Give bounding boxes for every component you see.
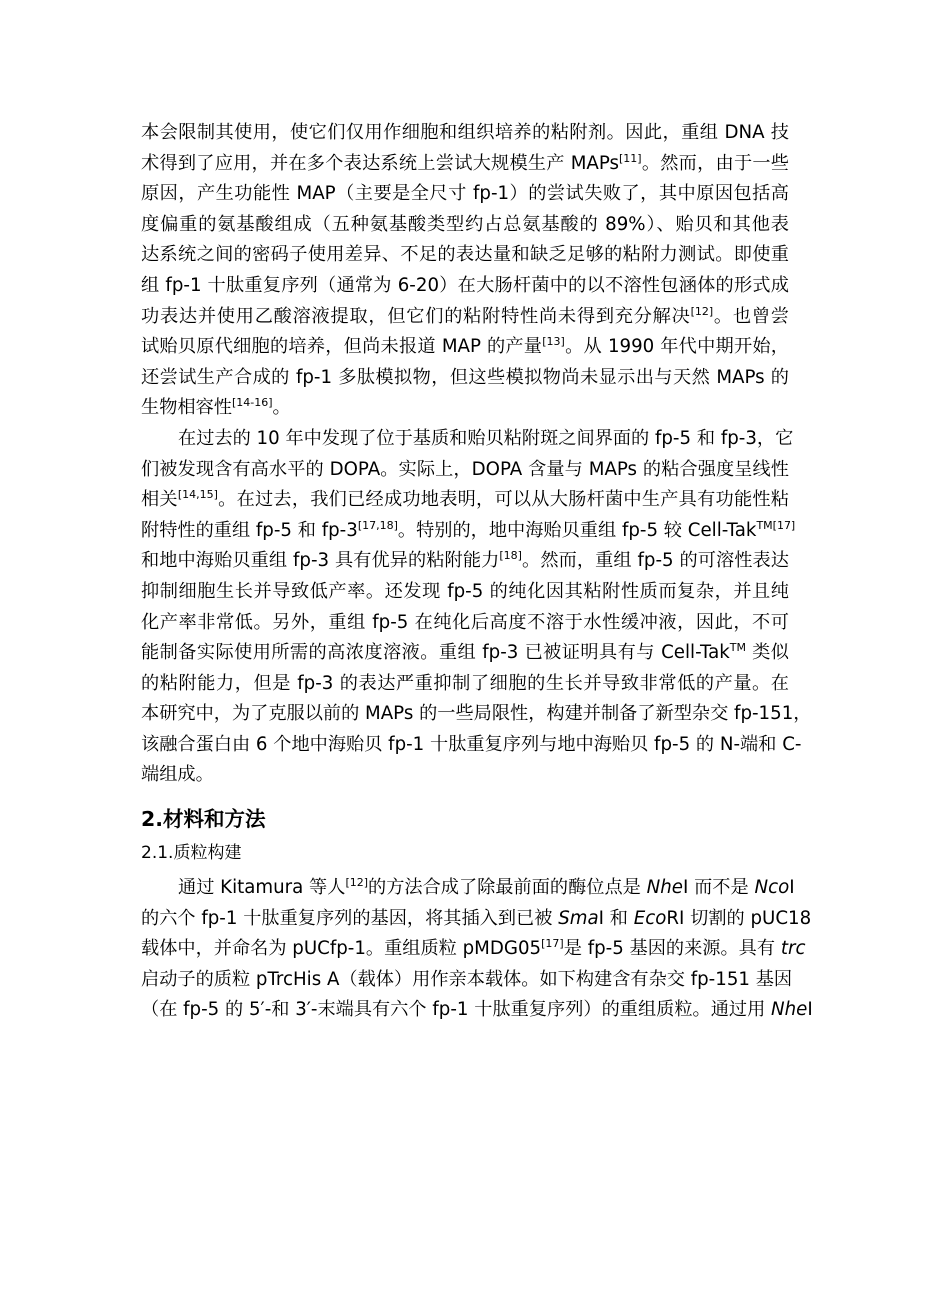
text-line	[141, 455, 789, 486]
text-run: 抑制细胞生长并导致低产率。还发现 fp-5 的纯化因其粘附性质而复杂，并且纯	[141, 580, 789, 602]
section-heading: 2.材料和方法	[141, 807, 266, 832]
text-run: 原因，产生功能性 MAP（主要是全尺寸 fp-1）的尝试失败了，其中原因包括高	[141, 183, 789, 205]
text-run: I 而不是	[682, 877, 755, 899]
text-run: 还尝试生产合成的 fp-1 多肽模拟物，但这些模拟物尚未显示出与天然 MAPs 的	[141, 366, 789, 388]
text-line	[141, 995, 813, 1026]
text-run: 本会限制其使用，使它们仅用作细胞和组织培养的粘附剂。因此，重组 DNA 技	[141, 122, 789, 143]
citation-superscript: [18]	[499, 549, 522, 563]
citation-superscript: [12]	[345, 876, 369, 890]
text-run: 组 fp-1 十肽重复序列（通常为 6-20）在大肠杆菌中的以不溶性包涵体的形式成	[141, 274, 789, 296]
text-line	[141, 730, 802, 761]
citation-superscript: [12]	[690, 304, 714, 318]
italic-text: Nco	[754, 877, 790, 899]
text-run: I 和	[598, 907, 634, 929]
text-line	[141, 240, 789, 271]
text-run: 。然而，由于一些	[641, 152, 789, 174]
text-run: 。特别的，地中海贻贝重组 fp-5 较 Cell-Tak	[397, 519, 757, 541]
text-line	[141, 393, 789, 424]
text-line	[141, 149, 789, 180]
text-line	[141, 118, 789, 149]
text-run: 试贻贝原代细胞的培养，但尚未报道 MAP 的产量	[141, 336, 543, 358]
text-run: 能制备实际使用所需的高浓度溶液。重组 fp-3 已被证明具有与 Cell-Tak	[141, 642, 730, 664]
text-run: 类似	[745, 642, 789, 664]
text-run: RI 切割的 pUC18	[666, 907, 812, 929]
paragraph-fp5-fp3	[141, 424, 812, 791]
italic-text: Nhe	[771, 999, 808, 1021]
text-run: 的方法合成了除最前面的酶位点是	[368, 877, 647, 899]
paragraph-plasmid-construction	[141, 873, 813, 1026]
text-line	[141, 485, 789, 516]
text-line	[141, 546, 789, 577]
text-run: 。从 1990 年代中期开始，	[564, 336, 789, 358]
text-line	[141, 934, 806, 965]
text-line	[141, 363, 789, 394]
text-run: 术得到了应用，并在多个表达系统上尝试大规模生产 MAPs	[141, 152, 619, 174]
italic-text: Nhe	[646, 877, 683, 899]
text-run: I	[807, 999, 813, 1021]
text-run: （在 fp-5 的 5′-和 3′-末端具有六个 fp-1 十肽重复序列）的重组质粒。通过用	[141, 999, 772, 1021]
text-line	[141, 516, 796, 547]
text-run: 启动子的质粒 pTrcHis A（载体）用作亲本载体。如下构建含有杂交 fp-151 基因	[141, 968, 793, 990]
text-run: 度偏重的氨基酸组成（五种氨基酸类型约占总氨基酸的 89%）、贻贝和其他表	[141, 213, 789, 235]
text-line	[141, 873, 795, 904]
text-line	[141, 577, 789, 608]
italic-text: trc	[780, 938, 806, 960]
text-run: 。也曾尝	[713, 305, 789, 327]
italic-text: Sma	[558, 907, 599, 929]
subsection-heading: 2.1.质粒构建	[141, 843, 242, 864]
text-line	[141, 760, 789, 791]
citation-superscript: TM[17]	[756, 518, 796, 532]
text-line	[141, 302, 789, 333]
text-line	[141, 608, 789, 639]
text-run: 们被发现含有高水平的 DOPA。实际上，DOPA 含量与 MAPs 的粘合强度呈线性	[141, 458, 789, 480]
text-line	[141, 904, 812, 935]
text-run: 本研究中，为了克服以前的 MAPs 的一些局限性，构建并制备了新型杂交 fp-151，	[141, 703, 812, 725]
text-line	[141, 638, 789, 669]
text-run: 。在过去，我们已经成功地表明，可以从大肠杆菌中生产具有功能性粘	[217, 489, 789, 511]
text-run: 是 fp-5 基因的来源。具有	[563, 938, 781, 960]
citation-superscript: TM	[729, 641, 746, 655]
citation-superscript: [17,18]	[357, 518, 398, 532]
text-run: 功表达并使用乙酸溶液提取，但它们的粘附特性尚未得到充分解决	[141, 305, 691, 327]
text-run: 相关	[141, 489, 178, 511]
text-run: 。然而，重组 fp-5 的可溶性表达	[521, 550, 789, 572]
citation-superscript: [13]	[542, 335, 565, 349]
text-run: 化产率非常低。另外，重组 fp-5 在纯化后高度不溶于水性缓冲液，因此，不可	[141, 611, 789, 633]
text-line	[141, 332, 789, 363]
text-line	[141, 424, 794, 455]
citation-superscript: [14-16]	[231, 396, 273, 410]
text-line	[141, 210, 789, 241]
citation-superscript: [14,15]	[177, 488, 218, 502]
text-run: I	[789, 877, 795, 899]
text-run: 载体中，并命名为 pUCfp-1。重组质粒 pMDG05	[141, 938, 542, 960]
text-line	[141, 669, 789, 700]
page-content	[141, 118, 813, 1026]
text-line	[141, 179, 789, 210]
text-run: 端组成。	[141, 764, 214, 786]
text-line	[141, 965, 793, 996]
text-run: 附特性的重组 fp-5 和 fp-3	[141, 519, 358, 541]
text-line	[141, 699, 812, 730]
text-run: 的六个 fp-1 十肽重复序列的基因，将其插入到已被	[141, 907, 559, 929]
text-run: 在过去的 10 年中发现了位于基质和贻贝粘附斑之间界面的 fp-5 和 fp-3，它	[178, 427, 794, 449]
text-run: 该融合蛋白由 6 个地中海贻贝 fp-1 十肽重复序列与地中海贻贝 fp-5 的 N-端和 C-	[141, 733, 802, 755]
text-run: 达系统之间的密码子使用差异、不足的表达量和缺乏足够的粘附力测试。即使重	[141, 244, 789, 266]
text-run: 和地中海贻贝重组 fp-3 具有优异的粘附能力	[141, 550, 500, 572]
text-run: 。	[272, 397, 291, 419]
text-run: 通过 Kitamura 等人	[178, 877, 346, 899]
text-line	[141, 271, 789, 302]
citation-superscript: [17]	[541, 937, 564, 951]
paragraph-intro-continued	[141, 118, 789, 424]
citation-superscript: [11]	[619, 151, 642, 165]
italic-text: Eco	[633, 907, 667, 929]
text-run: 生物相容性	[141, 397, 232, 419]
text-run: 的粘附能力，但是 fp-3 的表达严重抑制了细胞的生长并导致非常低的产量。在	[141, 672, 789, 694]
